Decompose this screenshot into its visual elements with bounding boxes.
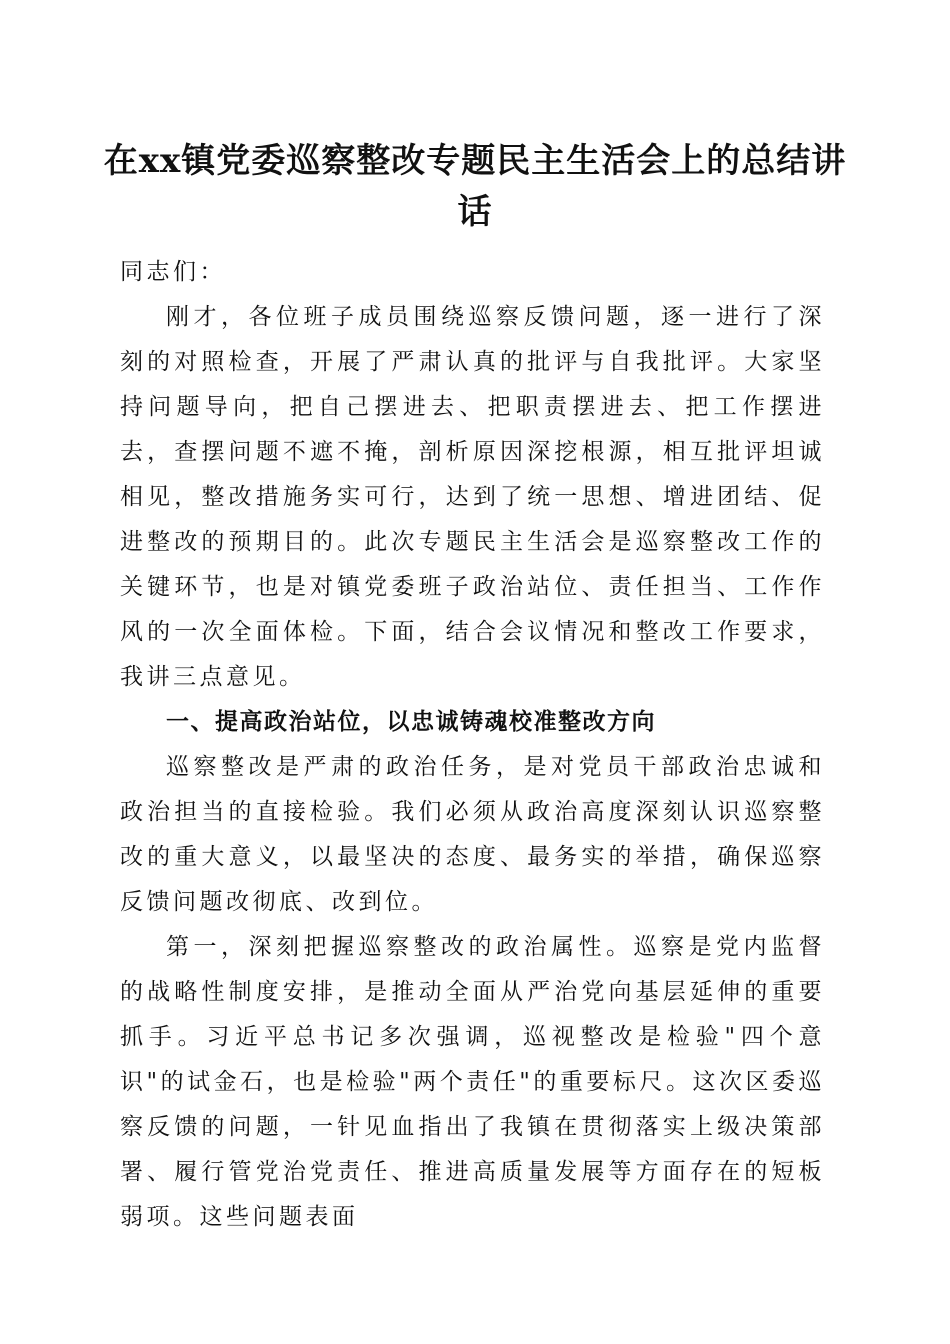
intro-paragraph: 刚才，各位班子成员围绕巡察反馈问题，逐一进行了深刻的对照检查，开展了严肃认真的批评与自我批评。大家坚持问题导向，把自己摆进去、把职责摆进去、把工作摆进去，查摆问题不遮不掩，剖析原因深挖根源，相互批评坦诚相见，整改措施务实可行，达到了统一思想、增进团结、促进整改的预期目的。此次专题民主生活会是巡察整改工作的关键环节，也是对镇党委班子政治站位、责任担当、工作作风的一次全面体检。下面，结合会议情况和整改工作要求，我讲三点意见。 (120, 304, 825, 690)
salutation: 同志们： (120, 259, 226, 285)
section-paragraph: 巡察整改是严肃的政治任务，是对党员干部政治忠诚和政治担当的直接检验。我们必须从政治高度深刻认识巡察整改的重大意义，以最坚决的态度、最务实的举措，确保巡察反馈问题改彻底、改到位。 (120, 754, 825, 915)
document-title: 在xx镇党委巡察整改专题民主生活会上的总结讲话 (103, 141, 847, 232)
section-heading: 一、提高政治站位，以忠诚铸魂校准整改方向 (166, 709, 656, 735)
document-body (120, 250, 825, 1240)
section-paragraph: 第一，深刻把握巡察整改的政治属性。巡察是党内监督的战略性制度安排，是推动全面从严治党向基层延伸的重要抓手。习近平总书记多次强调，巡视整改是检验"四个意识"的试金石，也是检验"两个责任"的重要标尺。这次区委巡察反馈的问题，一针见血指出了我镇在贯彻落实上级决策部署、履行管党治党责任、推进高质量发展等方面存在的短板弱项。这些问题表面 (120, 934, 825, 1230)
